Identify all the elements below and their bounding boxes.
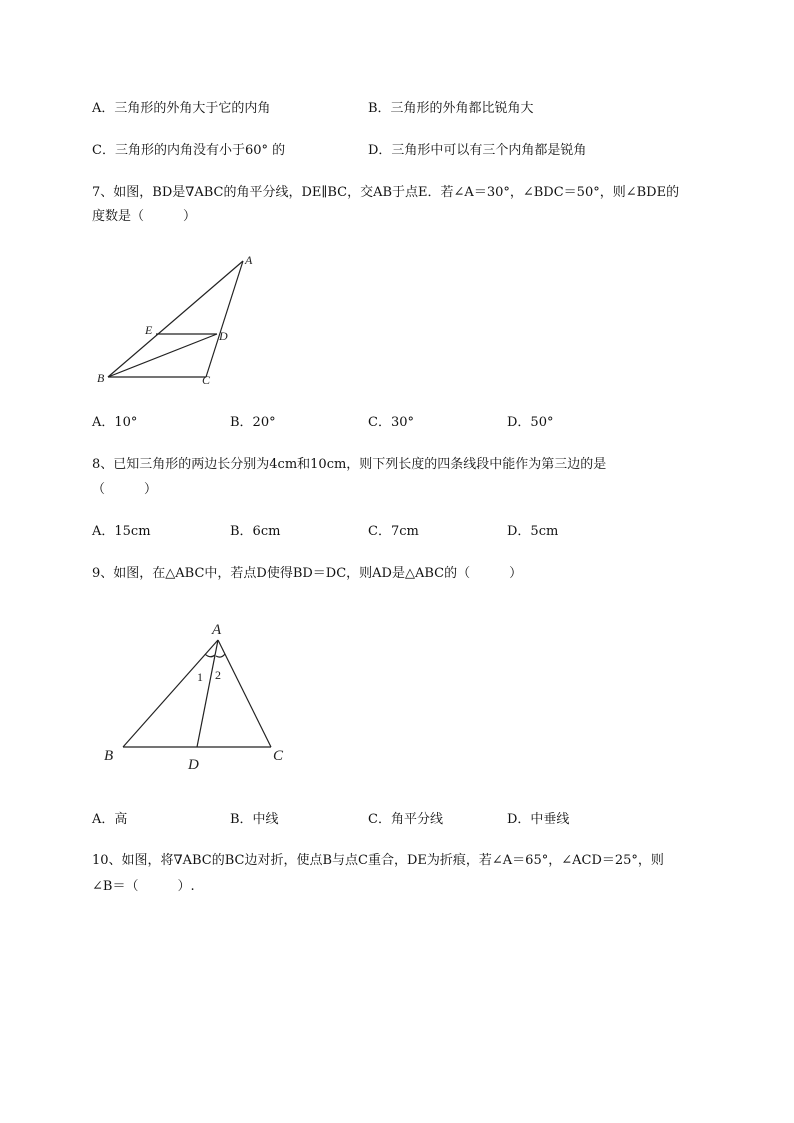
q6-option-a: A．三角形的外角大于它的内角: [92, 101, 271, 116]
q9-option-a: A．高: [92, 812, 128, 827]
q8-stem-line1: 8、已知三角形的两边长分别为4cm和10cm，则下列长度的四条线段中能作为第三边的是: [92, 457, 607, 472]
q9-side-ab: [123, 640, 218, 747]
q7-option-c: C．30°: [368, 415, 414, 430]
q9-label-c: C: [273, 748, 284, 764]
q9-angle2-arc: [216, 654, 225, 657]
q7-stem-line2: 度数是（ ）: [92, 209, 197, 224]
q9-side-ac: [218, 640, 271, 747]
q9-label-b: B: [104, 748, 114, 764]
q9-label-angle2: 2: [215, 668, 221, 682]
q9-option-c: C．角平分线: [368, 812, 443, 827]
q9-angle1-arc: [205, 654, 215, 657]
q7-label-c: C: [202, 373, 211, 387]
q7-option-b: B．20°: [230, 415, 276, 430]
q7-label-e: E: [145, 323, 153, 337]
q6-option-b: B．三角形的外角都比锐角大: [368, 101, 534, 116]
q7-option-a: A．10°: [92, 415, 138, 430]
q7-label-a: A: [245, 253, 253, 267]
q9-label-a: A: [212, 622, 222, 638]
q10-stem-line1: 10、如图，将∇ABC的BC边对折，使点B与点C重合，DE为折痕，若∠A＝65°，∠ACD＝25°，则: [92, 853, 664, 868]
q6-option-c: C．三角形的内角没有小于60° 的: [92, 143, 286, 158]
q9-stem-line1: 9、如图，在△ABC中，若点D使得BD＝DC，则AD是△ABC的（ ）: [92, 566, 523, 581]
q7-side-ab: [108, 261, 243, 377]
q7-segment-bd: [108, 334, 217, 377]
q7-stem-line1: 7、如图，BD是∇ABC的角平分线，DE∥BC，交AB于点E．若∠A＝30°，∠BDC＝50°，则∠BDE的: [92, 185, 680, 200]
q7-side-ac: [206, 261, 243, 377]
q7-triangle-figure: [90, 250, 270, 390]
q9-option-b: B．中线: [230, 812, 279, 827]
q10-stem-line2: ∠B＝（ ）.: [92, 879, 195, 894]
q8-option-d: D．5cm: [507, 524, 559, 539]
q8-option-b: B．6cm: [230, 524, 281, 539]
q9-option-d: D．中垂线: [507, 812, 570, 827]
q9-label-d: D: [188, 757, 199, 773]
q8-stem-line2: （ ）: [92, 482, 158, 497]
q8-option-c: C．7cm: [368, 524, 419, 539]
q7-label-d: D: [219, 329, 228, 343]
q7-label-b: B: [97, 371, 105, 385]
q6-option-d: D．三角形中可以有三个内角都是锐角: [368, 143, 587, 158]
q8-option-a: A．15cm: [92, 524, 151, 539]
q9-label-angle1: 1: [197, 670, 203, 684]
q7-option-d: D．50°: [507, 415, 554, 430]
q9-triangle-figure: [100, 615, 300, 775]
